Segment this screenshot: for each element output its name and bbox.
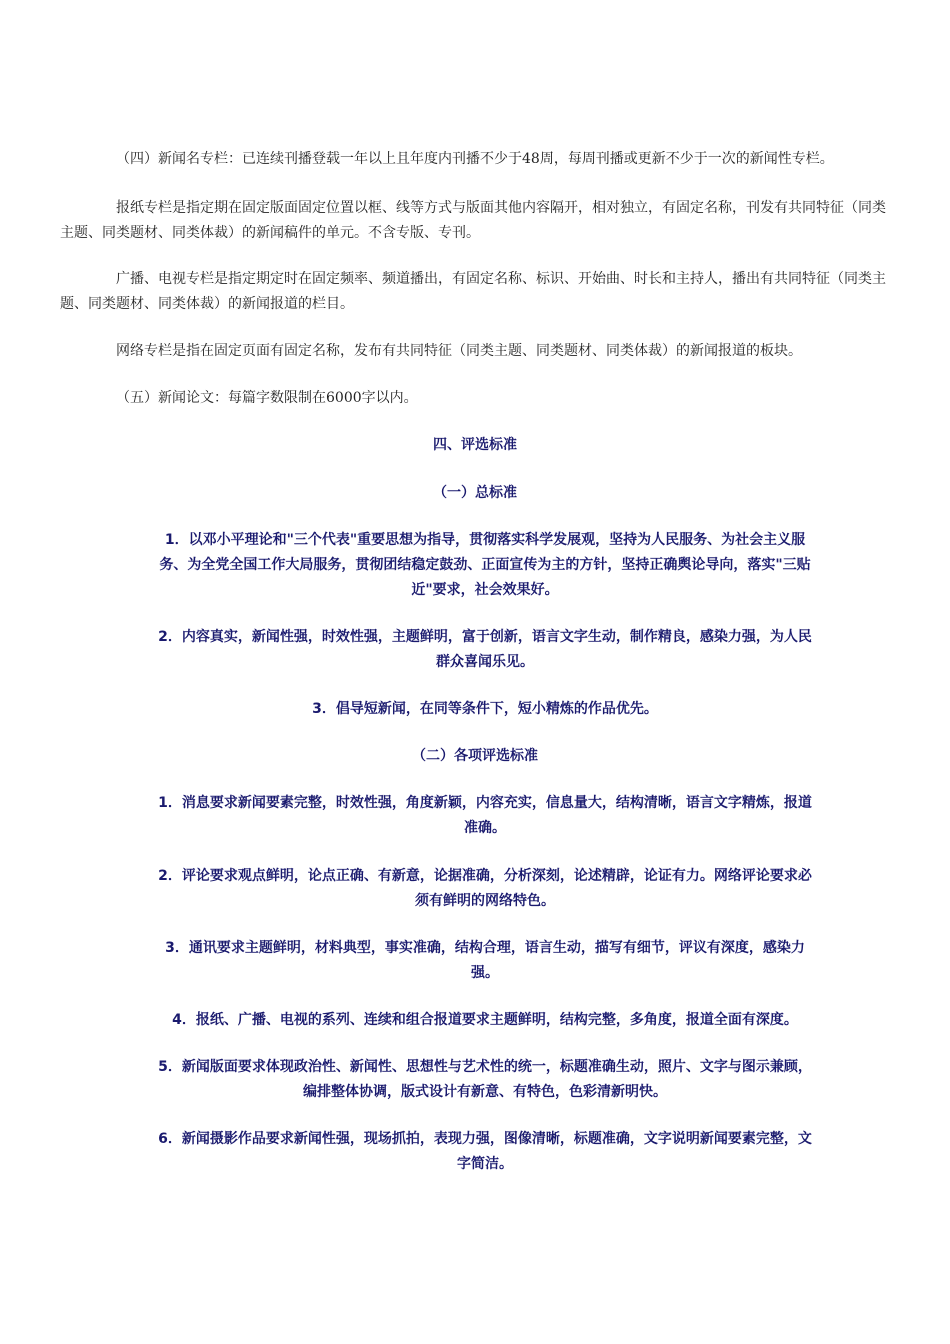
specific-standard-item-5: 5．新闻版面要求体现政治性、新闻性、思想性与艺术性的统一，标题准确生动，照片、文字与图示兼顾，编排整体协调，版式设计有新意、有特色，色彩清新明快。: [158, 1059, 812, 1100]
specific-standard-item-3: 3．通讯要求主题鲜明，材料典型，事实准确，结构合理，语言生动，描写有细节，评议有深度，感染力强。: [165, 940, 805, 981]
paragraph-column-news: [60, 147, 890, 172]
paragraph-web-column: [60, 339, 890, 364]
general-standard-heading: （一）总标准: [433, 485, 517, 501]
specific-standard-item-2: 2．评论要求观点鲜明，论点正确、有新意，论据准确，分析深刻，论述精辟，论证有力。网络评论要求必须有鲜明的网络特色。: [158, 868, 812, 909]
paragraph-broadcast-column: [60, 267, 890, 317]
paragraph-text: 网络专栏是指在固定页面有固定名称，发布有共同特征（同类主题、同类题材、同类体裁）的新闻报道的板块。: [116, 343, 802, 359]
paragraph-text: （五）新闻论文：每篇字数限制在6000字以内。: [116, 390, 418, 406]
specific-standard-item-6: 6．新闻摄影作品要求新闻性强，现场抓拍，表现力强，图像清晰，标题准确，文字说明新闻要素完整，文字简洁。: [158, 1131, 812, 1172]
paragraph-text: （四）新闻名专栏：已连续刊播登载一年以上且年度内刊播不少于48周，每周刊播或更新不少于一次的新闻性专栏。: [116, 151, 834, 167]
paragraph-text: 报纸专栏是指定期在固定版面固定位置以框、线等方式与版面其他内容隔开，相对独立，有固定名称，刊发有共同特征（同类主题、同类题材、同类体裁）的新闻稿件的单元。不含专版、专刊。: [60, 200, 886, 241]
general-standard-item-3: 3．倡导短新闻，在同等条件下，短小精炼的作品优先。: [312, 701, 658, 717]
paragraph-news-thesis: [60, 386, 890, 411]
specific-standard-heading: （二）各项评选标准: [412, 748, 538, 764]
paragraph-text: 广播、电视专栏是指定期定时在固定频率、频道播出，有固定名称、标识、开始曲、时长和主持人，播出有共同特征（同类主题、同类题材、同类体裁）的新闻报道的栏目。: [60, 271, 886, 312]
specific-standard-item-1: 1．消息要求新闻要素完整，时效性强，角度新颖，内容充实，信息量大，结构清晰，语言文字精炼，报道准确。: [158, 795, 812, 836]
paragraph-newspaper-column: [60, 196, 890, 246]
general-standard-item-2: 2．内容真实，新闻性强，时效性强，主题鲜明，富于创新，语言文字生动，制作精良，感染力强，为人民群众喜闻乐见。: [158, 629, 812, 670]
general-standard-item-1: 1．以邓小平理论和"三个代表"重要思想为指导，贯彻落实科学发展观，坚持为人民服务、为社会主义服务、为全党全国工作大局服务，贯彻团结稳定鼓劲、正面宣传为主的方针，坚持正确舆论导向，落实"三贴近"要求，社会效果好。: [159, 532, 811, 598]
specific-standard-item-4: 4．报纸、广播、电视的系列、连续和组合报道要求主题鲜明，结构完整，多角度，报道全面有深度。: [172, 1012, 798, 1028]
section-title: 四、评选标准: [433, 437, 517, 453]
